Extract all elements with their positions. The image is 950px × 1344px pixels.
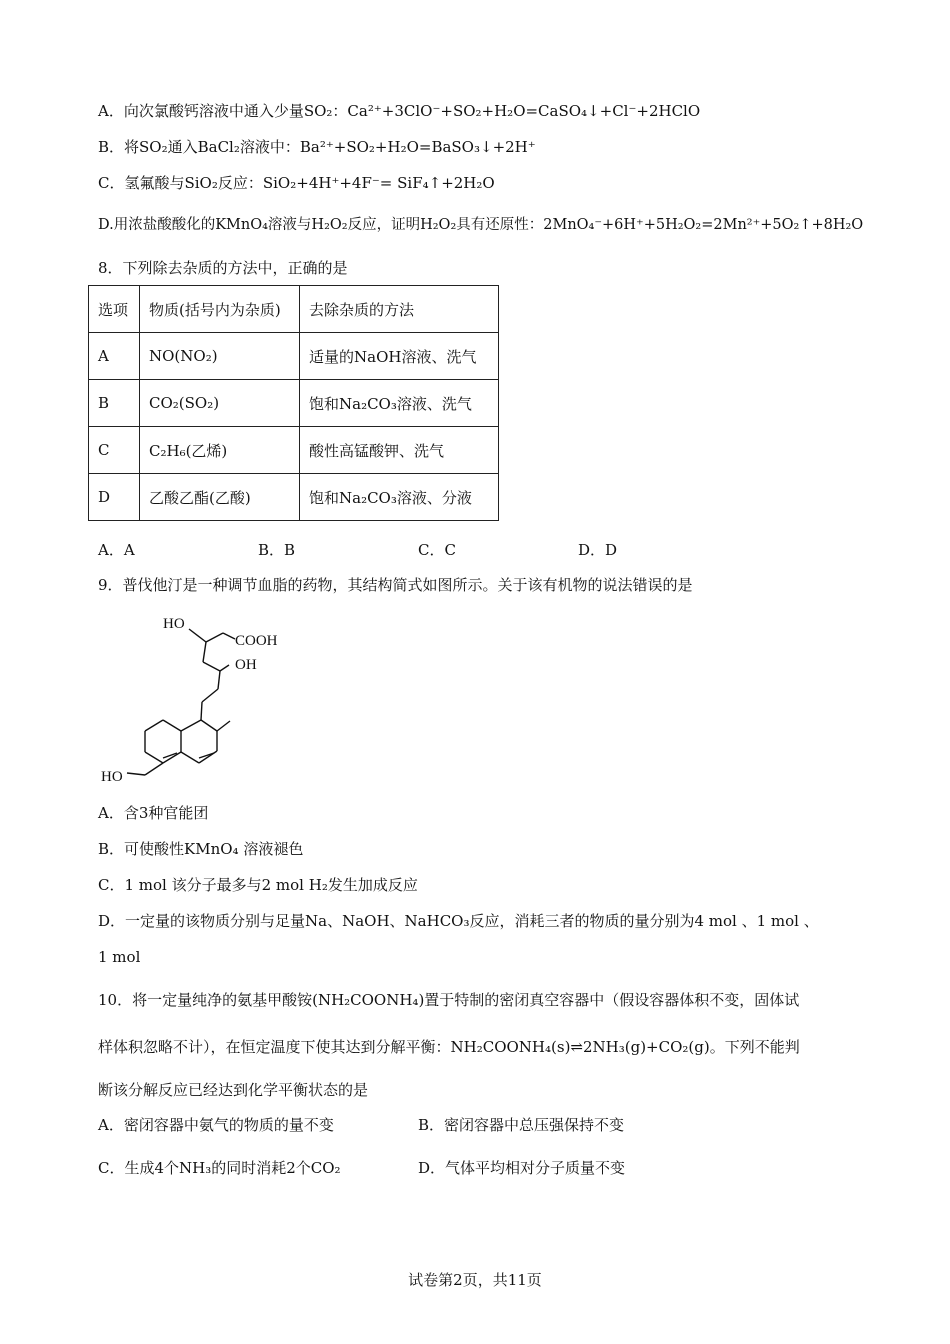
q9-option-d: D．一定量的该物质分别与足量Na、NaOH、NaHCO₃反应，消耗三者的物质的量分别为4 mol 、1 mol 、 bbox=[98, 912, 819, 930]
q10-option-d: D．气体平均相对分子质量不变 bbox=[418, 1159, 626, 1177]
q10-stem-line1: 10．将一定量纯净的氨基甲酸铵(NH₂COONH₄)置于特制的密闭真空容器中（假设容器体积不变，固体试 bbox=[98, 991, 800, 1009]
q7-option-d: D.用浓盐酸酸化的KMnO₄溶液与H₂O₂反应，证明H₂O₂具有还原性：2MnO₄⁻+6H⁺+5H₂O₂=2Mn²⁺+5O₂↑+8H₂O bbox=[98, 217, 864, 233]
table-cell: C₂H₆(乙烯) bbox=[140, 427, 300, 474]
q8-option-b: B．B bbox=[258, 541, 296, 559]
carboxyl-label: COOH bbox=[235, 633, 278, 649]
q7-option-a: A．向次氯酸钙溶液中通入少量SO₂：Ca²⁺+3ClO⁻+SO₂+H₂O=CaSO₄↓+Cl⁻+2HClO bbox=[98, 102, 701, 120]
table-cell: CO₂(SO₂) bbox=[140, 380, 300, 427]
table-header: 去除杂质的方法 bbox=[300, 286, 499, 333]
table-cell: 适量的NaOH溶液、洗气 bbox=[300, 333, 499, 380]
q9-option-c: C．1 mol 该分子最多与2 mol H₂发生加成反应 bbox=[98, 876, 418, 894]
pravastatin-structure-diagram bbox=[95, 605, 305, 787]
table-cell: NO(NO₂) bbox=[140, 333, 300, 380]
table-header: 物质(括号内为杂质) bbox=[140, 286, 300, 333]
q9-title: 9．普伐他汀是一种调节血脂的药物，其结构简式如图所示。关于该有机物的说法错误的是 bbox=[98, 576, 693, 594]
q8-option-a: A．A bbox=[98, 541, 135, 559]
hydroxyl-label: OH bbox=[235, 657, 257, 673]
q9-option-d-continued: 1 mol bbox=[98, 948, 141, 966]
hydroxyl-label: HO bbox=[163, 616, 185, 632]
table-cell: D bbox=[89, 474, 140, 521]
table-cell: B bbox=[89, 380, 140, 427]
table-cell: 酸性高锰酸钾、洗气 bbox=[300, 427, 499, 474]
table-row bbox=[89, 427, 499, 474]
table-cell: 乙酸乙酯(乙酸) bbox=[140, 474, 300, 521]
q10-option-c: C．生成4个NH₃的同时消耗2个CO₂ bbox=[98, 1159, 341, 1177]
q10-stem-line2: 样体积忽略不计），在恒定温度下使其达到分解平衡：NH₂COONH₄(s)⇌2NH₃(g)+CO₂(g)。下列不能判 bbox=[98, 1038, 800, 1056]
table-cell: A bbox=[89, 333, 140, 380]
page-footer: 试卷第2页，共11页 bbox=[408, 1271, 542, 1289]
hydroxyl-label: HO bbox=[101, 769, 123, 785]
q7-option-b: B．将SO₂通入BaCl₂溶液中：Ba²⁺+SO₂+H₂O=BaSO₃↓+2H⁺ bbox=[98, 138, 536, 156]
table-row bbox=[89, 333, 499, 380]
table-row bbox=[89, 380, 499, 427]
q8-title: 8．下列除去杂质的方法中，正确的是 bbox=[98, 259, 348, 277]
q8-option-d: D．D bbox=[578, 541, 618, 559]
q10-option-a: A．密闭容器中氨气的物质的量不变 bbox=[98, 1116, 334, 1134]
table-cell: 饱和Na₂CO₃溶液、洗气 bbox=[300, 380, 499, 427]
q9-option-a: A．含3种官能团 bbox=[98, 804, 209, 822]
q8-option-c: C．C bbox=[418, 541, 456, 559]
q8-table bbox=[88, 285, 499, 521]
table-row bbox=[89, 474, 499, 521]
table-header-row bbox=[89, 286, 499, 333]
table-header: 选项 bbox=[89, 286, 140, 333]
q10-option-b: B．密闭容器中总压强保持不变 bbox=[418, 1116, 625, 1134]
q9-option-b: B．可使酸性KMnO₄ 溶液褪色 bbox=[98, 840, 304, 858]
table-cell: 饱和Na₂CO₃溶液、分液 bbox=[300, 474, 499, 521]
q7-option-c: C．氢氟酸与SiO₂反应：SiO₂+4H⁺+4F⁻= SiF₄↑+2H₂O bbox=[98, 174, 495, 192]
q10-stem-line3: 断该分解反应已经达到化学平衡状态的是 bbox=[98, 1081, 369, 1099]
table-cell: C bbox=[89, 427, 140, 474]
